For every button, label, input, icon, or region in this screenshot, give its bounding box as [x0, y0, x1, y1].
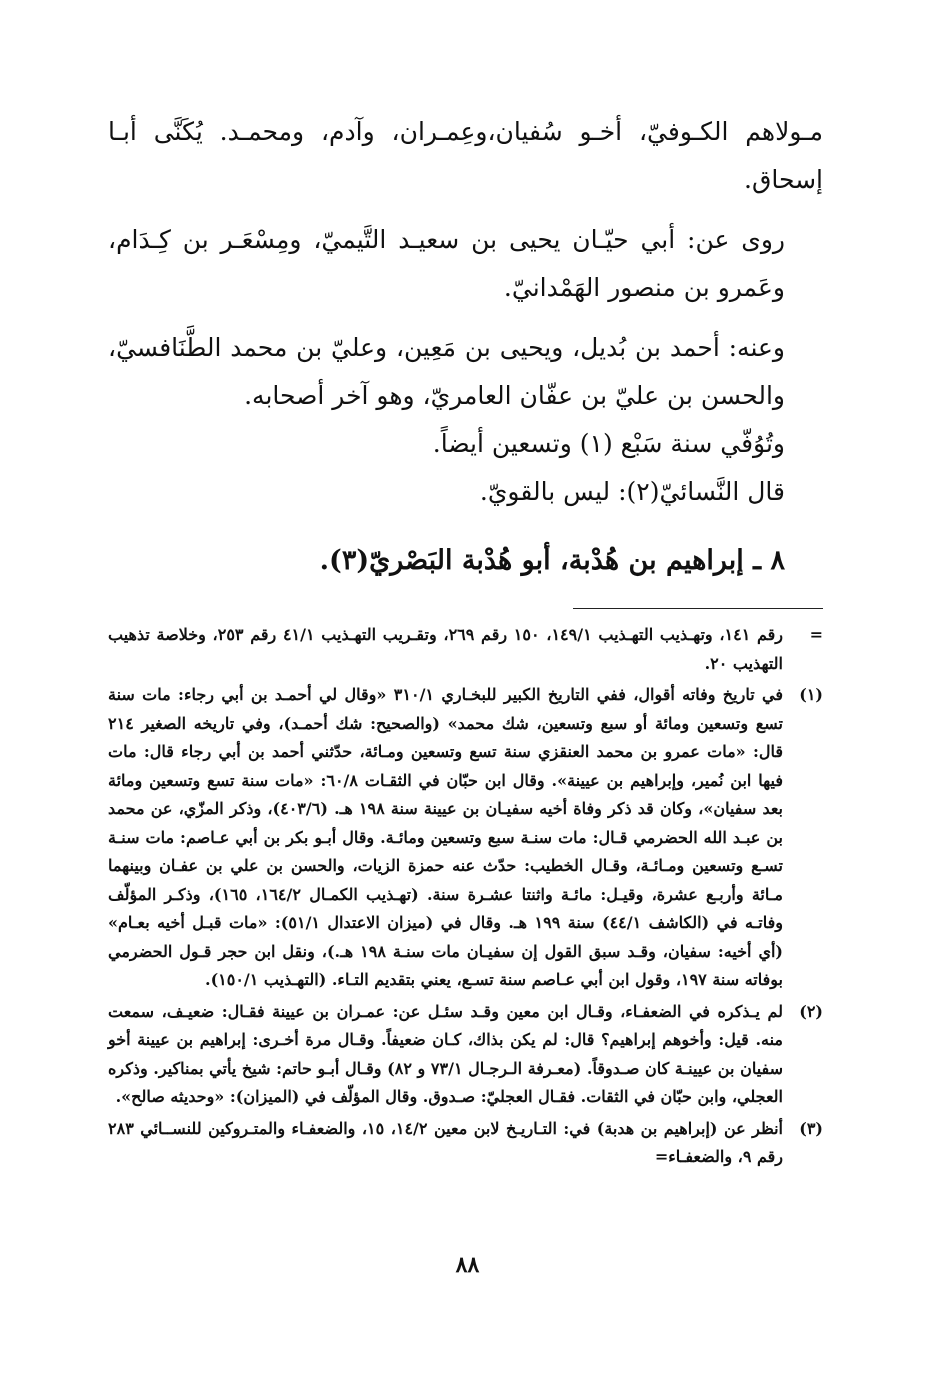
footnote-1 [108, 681, 823, 995]
footnote-continued [108, 621, 823, 678]
entry-heading: ٨ ـ إبراهيم بن هُدْبة، أبو هُدْبة البَصْريّ(٣). [319, 545, 785, 576]
death-paragraph: وتُوُفّي سنة سَبْع (١) وتسعين أيضاً. [432, 429, 785, 458]
footnote-text: رقم ١٤١، وتهـذيب التهـذيب ١٤٩/١، ١٥٠ رقم ٢٦٩، وتقـريب التهـذيب ٤١/١ رقم ٢٥٣، وخلاصة تذهيب التهذيب ٢٠. [108, 625, 784, 673]
footnote-2 [108, 998, 823, 1112]
footnote-text: أنظر عن (إبراهيم بن هدبة) في: التـاريـخ لابن معين ١٤/٢، ١٥، والضعفـاء والمتـروكين للنســائي ٢٨٣ رقم ٩، والضعفـاء= [108, 1118, 783, 1166]
footnotes [108, 621, 823, 1172]
footnote-marker: (٣) [799, 1118, 823, 1138]
narrated-from-paragraph: روى عن: أبي حيّـان يحيى بن سعيـد التَّيميّ، ومِسْعَـر بن كِـدَام، وعَمرو بن منصور الهَمْدانيّ. [108, 225, 785, 302]
book-page [108, 108, 823, 1328]
footnote-marker: (١) [799, 685, 823, 704]
footnote-text: لم يـذكره في الضعفـاء، وقـال ابن معين وقـد سئـل عن: عمـران بن عيينة فقـال: ضعيـف، سمعت منه. قيل: وأخوهم إبراهيم؟ قال: لم يكن بذاك، كـان ضعيفاً. وقـال مرة أخـرى: إبراهيم بن عيينة أخو سفيان بن عيينـة كان صـدوقاً. (معـرفة الـرجـال ٧٣/١ و ٨٢) وقـال أبـو حاتم: شيخ يأتي بمناكير. وذكره العجلي، وابن حبّان في الثقات. فقـال العجليّ: صـدوق. وقال المؤلّف في (الميزان): «وحديثه صالح». [108, 1001, 784, 1106]
footnote-divider [573, 608, 823, 609]
main-text [108, 108, 823, 588]
footnote-marker: = [809, 625, 823, 644]
nasai-paragraph: قال النَّسائيّ(٢): ليس بالقويّ. [479, 477, 785, 506]
footnote-marker: (٢) [799, 1001, 823, 1021]
footnote-text: في تاريخ وفاته أقوال، ففي التاريخ الكبير للبخـاري ٣١٠/١ «وقال لي أحمـد بن أبي رجاء: مات سنة تسع وتسعين ومائة أو سبع وتسعين، شك محمد» (والصحيح: شك أحمـد)، وفي تاريخه الصغير ٢١٤ قال: «مات عمرو بن محمد العنقزي سنة تسع وتسعين ومـائة، حدّثني أحمد بن أبي رجاء قال: مات فيها ابن نُمير، وإبراهيم بن عيينة». وقال ابن حبّان في الثقـات ٦٠/٨: «مات سنة تسع وتسعين ومائة بعد سفيان»، وكان قد ذكر وفاة أخيه سفيـان بن عيينة سنة ١٩٨ هـ. (٤٠٣/٦)، وذكر المزّي، عن محمد بن عبـد الله الحضرمي قـال: مات سنـة سبع وتسعين ومائـة. وقال أبـو بكر بن أبي عـاصم: مات سنـة تسـع وتسعين ومـائـة، وقـال الخطيب: حدّث عنه حمزة الزيات، والحسن بن علي بن عفـان وبينهما مـائة وأربـع عشرة، وقيـل: مائـة واثنتا عشـرة سنة. (تهـذيب الكمـال ١٦٤/٢، ١٦٥)، وذكـر المؤلّف وفاتـه في (الكاشف ٤٤/١) سنة ١٩٩ هـ. وقال في (ميزان الاعتدال ٥١/١): «مات قبـل أخيه بعـام» (أي أخيه: سفيان، وقـد سبق القول إن سفيـان مات سنـة ١٩٨ هـ.)، ونقل ابن حجر قـول الحضرمي بوفاته سنة ١٩٧، وقول ابن أبي عـاصم سنة تسـع، يعني بتقديم التـاء. (التهـذيب ١٥٠/١). [108, 685, 784, 989]
intro-paragraph: مـولاهم الكـوفيّ، أخـو سُفيان،وعِمـران، وآدم، ومحمـد. يُكَنَّى أبـا إسحاق. [108, 117, 823, 194]
footnote-3 [108, 1115, 823, 1172]
narrators-paragraph: وعنه: أحمد بن بُديل، ويحيى بن مَعِين، وعليّ بن محمد الطَّنَافسيّ، والحسن بن عليّ بن عفّان العامريّ، وهو آخر أصحابه. [108, 333, 785, 410]
page-number: ٨٨ [455, 1252, 480, 1278]
